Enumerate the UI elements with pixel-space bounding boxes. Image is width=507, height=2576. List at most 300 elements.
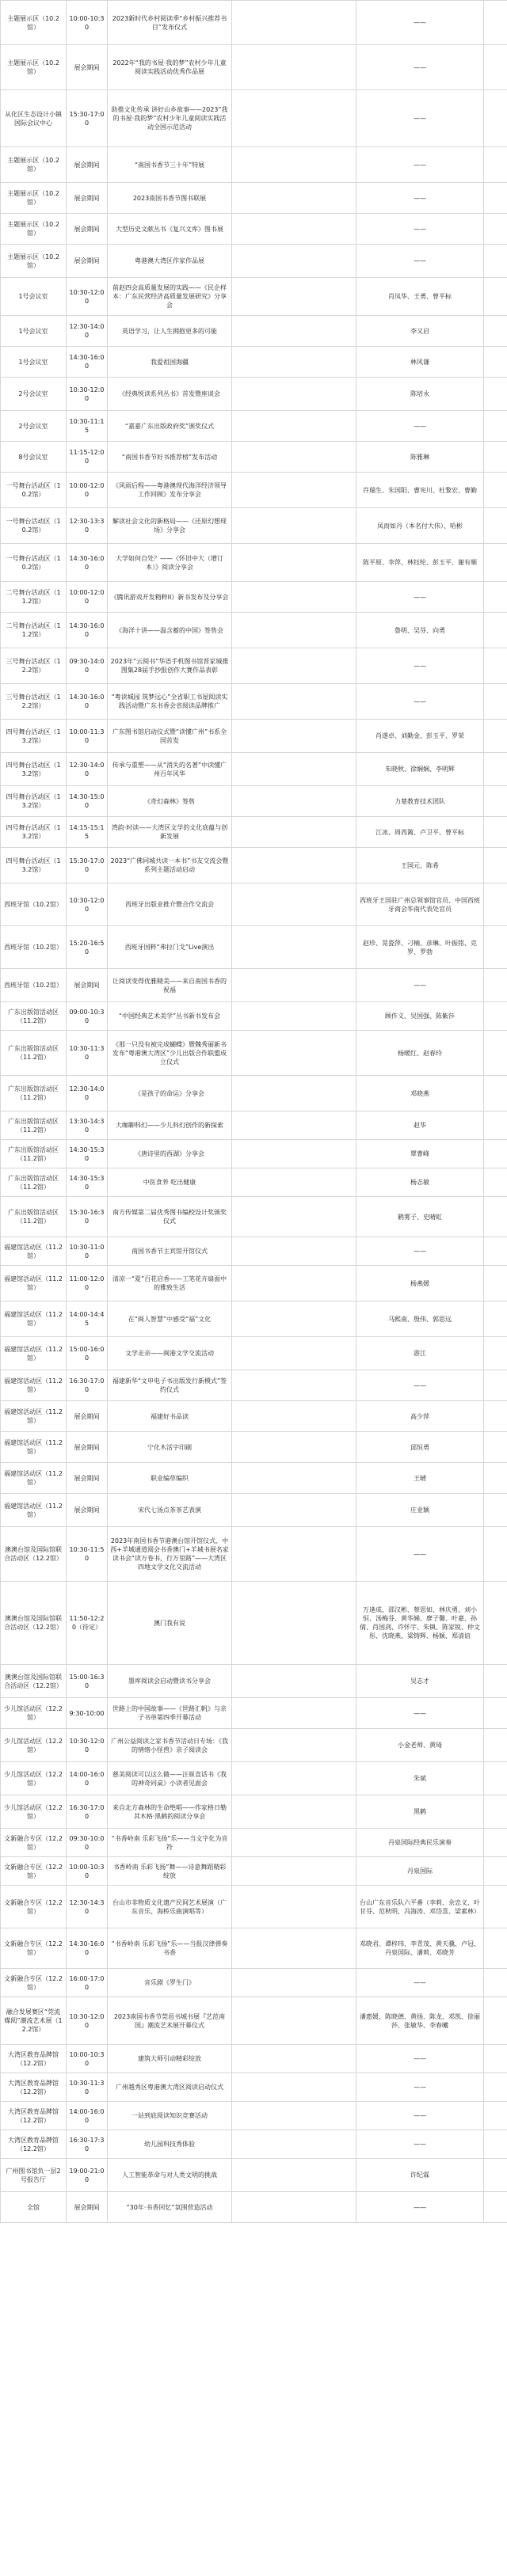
event-cell: 《风雨后程——粤港澳现代海洋经济领导工作回顾》发布分享会 bbox=[108, 473, 232, 507]
table-row bbox=[0, 544, 507, 582]
blank-cell bbox=[232, 1886, 356, 1928]
spacer-cell bbox=[484, 1237, 507, 1265]
table-row bbox=[0, 648, 507, 684]
time-cell: 15:00-16:30 bbox=[67, 1665, 108, 1697]
event-cell: 2023新时代乡村阅读季“乡村振兴推荐书目”发布仪式 bbox=[108, 1, 232, 44]
guests-cell: 许瑞生、朱国阳、曹宪川、杜黎宏、曹勤 bbox=[356, 473, 484, 507]
time-cell: 14:30-16:00 bbox=[67, 684, 108, 719]
spacer-cell bbox=[484, 1002, 507, 1030]
blank-cell bbox=[232, 1301, 356, 1336]
venue-cell: 1号会议室 bbox=[0, 278, 67, 315]
guests-cell: —— bbox=[356, 411, 484, 441]
guests-cell: 西班牙王国驻广州总领事馆官员、中国西班牙商会华南代表处官员 bbox=[356, 883, 484, 925]
venue-cell: 澳澳台馆及国际馆联合活动区（12.2馆） bbox=[0, 1665, 67, 1697]
blank-cell bbox=[232, 473, 356, 507]
venue-cell: 少儿馆活动区（12.2馆） bbox=[0, 1795, 67, 1828]
blank-cell bbox=[232, 1795, 356, 1828]
time-cell: 10:30-12:00 bbox=[67, 1997, 108, 2044]
table-row bbox=[0, 1266, 507, 1301]
guests-cell: 鹤雾子、史晴虹 bbox=[356, 1197, 484, 1237]
guests-cell: 杨燕媛 bbox=[356, 1266, 484, 1301]
spacer-cell bbox=[484, 926, 507, 968]
event-cell: 台山市非物质文化遗产民间艺术展演（广东音乐、海桥乐曲演唱等） bbox=[108, 1886, 232, 1928]
guests-cell: 吴志才 bbox=[356, 1665, 484, 1697]
spacer-cell bbox=[484, 1928, 507, 1968]
venue-cell: 主题展示区（10.2馆） bbox=[0, 45, 67, 89]
table-row bbox=[0, 1002, 507, 1031]
blank-cell bbox=[232, 1401, 356, 1431]
blank-cell bbox=[232, 2073, 356, 2101]
time-cell: 展会期间 bbox=[67, 45, 108, 89]
time-cell: 10:00-10:30 bbox=[67, 1, 108, 44]
venue-cell: 2号会议室 bbox=[0, 411, 67, 441]
spacer-cell bbox=[484, 720, 507, 752]
event-cell: 澳门我有说 bbox=[108, 1582, 232, 1664]
table-row bbox=[0, 1031, 507, 1076]
spacer-cell bbox=[484, 1, 507, 44]
table-row bbox=[0, 1168, 507, 1197]
time-cell: 10:30-11:50 bbox=[67, 1527, 108, 1581]
time-cell: 14:00-16:00 bbox=[67, 1762, 108, 1795]
event-cell: 世路上的中国故事——《世路汇帆》与亲子书单第四季开幕活动 bbox=[108, 1698, 232, 1728]
blank-cell bbox=[232, 1665, 356, 1697]
time-cell: 09:30-10:00 bbox=[67, 1829, 108, 1856]
guests-cell: —— bbox=[356, 2045, 484, 2073]
blank-cell bbox=[232, 969, 356, 1001]
spacer-cell bbox=[484, 1168, 507, 1196]
venue-cell: 文新融合专区（12.2馆） bbox=[0, 1928, 67, 1968]
blank-cell bbox=[232, 1, 356, 44]
table-row bbox=[0, 1370, 507, 1401]
guests-cell: 顾作义、吴国强、陈紫莎 bbox=[356, 1002, 484, 1030]
event-cell: 粤港澳大湾区作家作品展 bbox=[108, 245, 232, 277]
venue-cell: 广东出版馆活动区（11.2馆） bbox=[0, 1168, 67, 1196]
table-row bbox=[0, 1729, 507, 1762]
spacer-cell bbox=[484, 1197, 507, 1237]
venue-cell: 四号舞台活动区（13.2馆） bbox=[0, 753, 67, 785]
spacer-cell bbox=[484, 1582, 507, 1664]
table-row bbox=[0, 1928, 507, 1969]
guests-cell: —— bbox=[356, 45, 484, 89]
table-row bbox=[0, 1886, 507, 1928]
table-row bbox=[0, 278, 507, 316]
spacer-cell bbox=[484, 753, 507, 785]
guests-cell: —— bbox=[356, 1527, 484, 1581]
time-cell: 14:00-14:45 bbox=[67, 1301, 108, 1336]
table-row bbox=[0, 442, 507, 473]
spacer-cell bbox=[484, 1762, 507, 1795]
event-cell: 文学走亲——闽港文学交流活动 bbox=[108, 1337, 232, 1370]
event-cell: “粤读城园 筑梦远心”全省职工书屋阅读实践活动暨广东书香会省阅读品牌推广 bbox=[108, 684, 232, 719]
event-cell: 2023年南国书香节港澳台馆开馆仪式、中西+羊城通道阅会书香澳门+羊城书展名家读书会“读万卷书，行万里路”——大湾区四地文学文化交流活动 bbox=[108, 1527, 232, 1581]
spacer-cell bbox=[484, 378, 507, 410]
event-cell: 人工智能革命与对人类文明的挑战 bbox=[108, 2159, 232, 2191]
event-cell: 助推文化传承 讲好山乡故事——2023“我的书屋·我的梦”农村少年儿童阅读实践活动全国示范活动 bbox=[108, 90, 232, 146]
blank-cell bbox=[232, 378, 356, 410]
table-row bbox=[0, 0, 507, 45]
venue-cell: 西班牙馆（10.2馆） bbox=[0, 883, 67, 925]
table-row bbox=[0, 1829, 507, 1857]
blank-cell bbox=[232, 1857, 356, 1885]
venue-cell: 从化区生态设计小镇国际会议中心 bbox=[0, 90, 67, 146]
guests-cell: 力楚教育技术团队 bbox=[356, 786, 484, 816]
guests-cell: —— bbox=[356, 1237, 484, 1265]
blank-cell bbox=[232, 1266, 356, 1301]
blank-cell bbox=[232, 1076, 356, 1111]
event-cell: “南国书香节三十年”特展 bbox=[108, 147, 232, 182]
spacer-cell bbox=[484, 2102, 507, 2130]
blank-cell bbox=[232, 2102, 356, 2130]
spacer-cell bbox=[484, 2073, 507, 2101]
time-cell: 10:00-10:30 bbox=[67, 1857, 108, 1885]
time-cell: 14:00-16:00 bbox=[67, 2102, 108, 2130]
spacer-cell bbox=[484, 1527, 507, 1581]
blank-cell bbox=[232, 1031, 356, 1075]
event-cell: 解读社会文化的新格局——《还原幻想现场》分享会 bbox=[108, 508, 232, 543]
venue-cell: 大湾区教育品牌馆（12.2馆） bbox=[0, 2073, 67, 2101]
guests-cell: —— bbox=[356, 245, 484, 277]
spacer-cell bbox=[484, 582, 507, 612]
venue-cell: 1号会议室 bbox=[0, 316, 67, 346]
guests-cell: 李又启 bbox=[356, 316, 484, 346]
table-row bbox=[0, 1494, 507, 1527]
blank-cell bbox=[232, 648, 356, 683]
blank-cell bbox=[232, 720, 356, 752]
venue-cell: 大湾区教育品牌馆（12.2馆） bbox=[0, 2045, 67, 2073]
blank-cell bbox=[232, 1237, 356, 1265]
time-cell: 16:30-17:00 bbox=[67, 1370, 108, 1400]
time-cell: 展会期间 bbox=[67, 1432, 108, 1462]
time-cell: 10:00-11:30 bbox=[67, 720, 108, 752]
event-cell: 2023南国书香节莞邑书城书展『艺范南国』潮流艺术展开幕仪式 bbox=[108, 1997, 232, 2044]
time-cell: 10:30-12:00 bbox=[67, 278, 108, 315]
guests-cell: —— bbox=[356, 2102, 484, 2130]
blank-cell bbox=[232, 316, 356, 346]
spacer-cell bbox=[484, 1795, 507, 1828]
spacer-cell bbox=[484, 411, 507, 441]
venue-cell: 三号舞台活动区（12.2馆） bbox=[0, 684, 67, 719]
table-row bbox=[0, 786, 507, 817]
event-cell: 音乐剧《罗生门》 bbox=[108, 1969, 232, 1997]
blank-cell bbox=[232, 684, 356, 719]
time-cell: 12:30-14:00 bbox=[67, 1076, 108, 1111]
blank-cell bbox=[232, 848, 356, 883]
blank-cell bbox=[232, 2159, 356, 2191]
time-cell: 10:30-11:30 bbox=[67, 2073, 108, 2101]
spacer-cell bbox=[484, 613, 507, 648]
table-row bbox=[0, 1197, 507, 1237]
venue-cell: 广东出版馆活动区（11.2馆） bbox=[0, 1031, 67, 1075]
blank-cell bbox=[232, 1168, 356, 1196]
venue-cell: 福建馆活动区（11.2馆） bbox=[0, 1337, 67, 1370]
time-cell: 15:00-16:00 bbox=[67, 1337, 108, 1370]
time-cell: 15:20-16:50 bbox=[67, 926, 108, 968]
table-row bbox=[0, 1527, 507, 1582]
event-cell: “南国书香节好书推荐榜”发布活动 bbox=[108, 442, 232, 472]
table-row bbox=[0, 1795, 507, 1829]
guests-cell: 鲁明、吴芬、向勇 bbox=[356, 613, 484, 648]
spacer-cell bbox=[484, 1698, 507, 1728]
table-row bbox=[0, 411, 507, 442]
event-cell: 在“闽人智慧”中感受“福”文化 bbox=[108, 1301, 232, 1336]
spacer-cell bbox=[484, 473, 507, 507]
time-cell: 展会期间 bbox=[67, 2192, 108, 2222]
table-row bbox=[0, 1665, 507, 1698]
event-cell: 书香岭南 乐彩飞扬”舞——诗意舞蹈精彩绽放 bbox=[108, 1857, 232, 1885]
table-row bbox=[0, 1762, 507, 1795]
guests-cell: 肖遂卓、刘勤金、彭玉平、罗荣 bbox=[356, 720, 484, 752]
table-row bbox=[0, 183, 507, 214]
guests-cell: 丹泉国际经典民乐演奏 bbox=[356, 1829, 484, 1856]
venue-cell: 福建馆活动区（11.2馆） bbox=[0, 1432, 67, 1462]
time-cell: 10:00-10:30 bbox=[67, 2045, 108, 2073]
guests-cell: 高少萍 bbox=[356, 1401, 484, 1431]
spacer-cell bbox=[484, 45, 507, 89]
spacer-cell bbox=[484, 1997, 507, 2044]
event-cell: “书香岭南 乐彩飞扬”乐——当报汉律弹奏书香 bbox=[108, 1928, 232, 1968]
time-cell: 展会期间 bbox=[67, 147, 108, 182]
spacer-cell bbox=[484, 245, 507, 277]
venue-cell: 主题展示区（10.2馆） bbox=[0, 183, 67, 213]
time-cell: 14:30-15:30 bbox=[67, 1168, 108, 1196]
venue-cell: 福建馆活动区（11.2馆） bbox=[0, 1266, 67, 1301]
blank-cell bbox=[232, 817, 356, 847]
time-cell: 13:30-14:30 bbox=[67, 1111, 108, 1139]
guests-cell: 江冰、周西篱、卢卫平、曾平标 bbox=[356, 817, 484, 847]
blank-cell bbox=[232, 442, 356, 472]
table-row bbox=[0, 2045, 507, 2073]
venue-cell: 一号舞台活动区（10.2馆） bbox=[0, 544, 67, 581]
table-row bbox=[0, 1432, 507, 1463]
guests-cell: 覃曹峰 bbox=[356, 1140, 484, 1168]
venue-cell: 全馆 bbox=[0, 2192, 67, 2222]
event-cell: 大型历史文献丛书《复兴文库》图书展 bbox=[108, 214, 232, 244]
blank-cell bbox=[232, 883, 356, 925]
spacer-cell bbox=[484, 1076, 507, 1111]
blank-cell bbox=[232, 147, 356, 182]
spacer-cell bbox=[484, 2130, 507, 2158]
guests-cell: 王国元、陈希 bbox=[356, 848, 484, 883]
time-cell: 展会期间 bbox=[67, 1463, 108, 1493]
time-cell: 11:00-12:00 bbox=[67, 1266, 108, 1301]
guests-cell: 朱斌 bbox=[356, 1762, 484, 1795]
event-cell: 一站到底阅读知识竞赛活动 bbox=[108, 2102, 232, 2130]
spacer-cell bbox=[484, 1494, 507, 1526]
blank-cell bbox=[232, 2045, 356, 2073]
venue-cell: 文新融合专区（12.2馆） bbox=[0, 1886, 67, 1928]
table-row bbox=[0, 2102, 507, 2130]
event-cell: 《腾讯游戏开发精粹II》新书发布及分享会 bbox=[108, 582, 232, 612]
event-cell: 建筑大师引动精彩绽放 bbox=[108, 2045, 232, 2073]
guests-cell: —— bbox=[356, 2192, 484, 2222]
venue-cell: 二号舞台活动区（11.2馆） bbox=[0, 582, 67, 612]
time-cell: 12:30-13:30 bbox=[67, 508, 108, 543]
event-cell: 西班牙出版业推介暨合作交流会 bbox=[108, 883, 232, 925]
event-cell: 传承与重塑——从“消失的名著”中读懂广州百年风华 bbox=[108, 753, 232, 785]
event-cell: 职业编草编织 bbox=[108, 1463, 232, 1493]
table-row bbox=[0, 2159, 507, 2192]
blank-cell bbox=[232, 1494, 356, 1526]
blank-cell bbox=[232, 2130, 356, 2158]
event-cell: 福建好书品读 bbox=[108, 1401, 232, 1431]
guests-cell: 陈培永 bbox=[356, 378, 484, 410]
table-row bbox=[0, 378, 507, 411]
venue-cell: 西班牙馆（10.2馆） bbox=[0, 969, 67, 1001]
venue-cell: 大湾区教育品牌馆（12.2馆） bbox=[0, 2130, 67, 2158]
event-cell: 《唐诗里的西湖》分享会 bbox=[108, 1140, 232, 1168]
table-row bbox=[0, 214, 507, 245]
event-cell: 广州公益阅读之家书香节活动日专场：《我的情绪小怪兽》亲子阅读会 bbox=[108, 1729, 232, 1761]
guests-cell: 邓晓君、谭梓玮、李青茂、黄天骥、卢冠、丹泉国际、潘莉、邓晓芳 bbox=[356, 1928, 484, 1968]
venue-cell: 四号舞台活动区（13.2馆） bbox=[0, 720, 67, 752]
spacer-cell bbox=[484, 969, 507, 1001]
guests-cell: —— bbox=[356, 582, 484, 612]
blank-cell bbox=[232, 1337, 356, 1370]
guests-cell: 赵华 bbox=[356, 1111, 484, 1139]
venue-cell: 二号舞台活动区（11.2馆） bbox=[0, 613, 67, 648]
time-cell: 10:30-12:00 bbox=[67, 378, 108, 410]
event-cell: 广州越秀区粤港澳大湾区阅读启动仪式 bbox=[108, 2073, 232, 2101]
spacer-cell bbox=[484, 1886, 507, 1928]
event-cell: 墨库阅读会启动暨读书分享会 bbox=[108, 1665, 232, 1697]
time-cell: 12:30-14:00 bbox=[67, 316, 108, 346]
spacer-cell bbox=[484, 1829, 507, 1856]
guests-cell: 黑鹤 bbox=[356, 1795, 484, 1828]
venue-cell: 一号舞台活动区（10.2馆） bbox=[0, 508, 67, 543]
guests-cell: 邓晓燕 bbox=[356, 1076, 484, 1111]
spacer-cell bbox=[484, 2159, 507, 2191]
time-cell: 19:00-21:00 bbox=[67, 2159, 108, 2191]
time-cell: 10:00-12:00 bbox=[67, 582, 108, 612]
event-cell: 前赵四会高质量发展的实践——《民企样本：广东民营经济高质量发展研究》分享会 bbox=[108, 278, 232, 315]
time-cell: 14:15-15:15 bbox=[67, 817, 108, 847]
spacer-cell bbox=[484, 1140, 507, 1168]
venue-cell: 少儿馆活动区（12.2馆） bbox=[0, 1762, 67, 1795]
time-cell: 15:30-16:30 bbox=[67, 1197, 108, 1237]
event-cell: 2022年“我的书屋·我的梦”农村少年儿童阅读实践活动优秀作品展 bbox=[108, 45, 232, 89]
table-row bbox=[0, 316, 507, 347]
spacer-cell bbox=[484, 1729, 507, 1761]
spacer-cell bbox=[484, 1857, 507, 1885]
time-cell: 14:30-16:00 bbox=[67, 1928, 108, 1968]
guests-cell: —— bbox=[356, 684, 484, 719]
event-cell: “书香岭南 乐彩飞扬”乐——当文字化为音符 bbox=[108, 1829, 232, 1856]
table-row bbox=[0, 1857, 507, 1886]
time-cell: 14:30-16:00 bbox=[67, 544, 108, 581]
spacer-cell bbox=[484, 848, 507, 883]
blank-cell bbox=[232, 1928, 356, 1968]
blank-cell bbox=[232, 1698, 356, 1728]
time-cell: 10:30-11:30 bbox=[67, 1031, 108, 1075]
time-cell: 12:30-14:00 bbox=[67, 753, 108, 785]
venue-cell: 广东出版馆活动区（11.2馆） bbox=[0, 1002, 67, 1030]
time-cell: 16:00-17:00 bbox=[67, 1969, 108, 1997]
venue-cell: 广东出版馆活动区（11.2馆） bbox=[0, 1076, 67, 1111]
spacer-cell bbox=[484, 1266, 507, 1301]
guests-cell: 丹泉国际 bbox=[356, 1857, 484, 1885]
event-cell: 西班牙国粹“弗拉门戈”Live演出 bbox=[108, 926, 232, 968]
event-cell: 来自北方森林的生命绝唱——作家格日勒其木格·黑鹤的阅读分享会 bbox=[108, 1795, 232, 1828]
table-row bbox=[0, 1301, 507, 1337]
spacer-cell bbox=[484, 90, 507, 146]
venue-cell: 三号舞台活动区（12.2馆） bbox=[0, 648, 67, 683]
blank-cell bbox=[232, 1729, 356, 1761]
event-cell: 《奇幻森林》签售 bbox=[108, 786, 232, 816]
venue-cell: 文新融合专区（12.2馆） bbox=[0, 1969, 67, 1997]
venue-cell: 四号舞台活动区（13.2馆） bbox=[0, 848, 67, 883]
spacer-cell bbox=[484, 1370, 507, 1400]
event-cell: 大咖聊科幻——少儿科幻创作的新探索 bbox=[108, 1111, 232, 1139]
guests-cell: 凤而如丹（本名付大伟）、哈彬 bbox=[356, 508, 484, 543]
guests-cell: 台山广东音乐队六平番（李莉、余忠义、叶甘芬、范秋明、冯海涛、邓岱喜、梁素林） bbox=[356, 1886, 484, 1928]
time-cell: 15:30-17:00 bbox=[67, 848, 108, 883]
guests-cell: 庄业颖 bbox=[356, 1494, 484, 1526]
time-cell: 10:30-11:15 bbox=[67, 411, 108, 441]
blank-cell bbox=[232, 1197, 356, 1237]
time-cell: 10:30-12:00 bbox=[67, 883, 108, 925]
guests-cell: 邱恒勇 bbox=[356, 1432, 484, 1462]
event-cell: 2023“广佛同城共读一本书”书友交流会暨系列主题活动启动 bbox=[108, 848, 232, 883]
blank-cell bbox=[232, 1111, 356, 1139]
time-cell: 09:00-10:30 bbox=[67, 1002, 108, 1030]
venue-cell: 文新融合专区（12.2馆） bbox=[0, 1857, 67, 1885]
table-row bbox=[0, 1582, 507, 1665]
time-cell: 11:50-12:20（待定） bbox=[67, 1582, 108, 1664]
table-row bbox=[0, 1698, 507, 1729]
time-cell: 09:30-14:00 bbox=[67, 648, 108, 683]
blank-cell bbox=[232, 214, 356, 244]
event-cell: 让阅读变得优雅精美——来自南国书香的祝福 bbox=[108, 969, 232, 1001]
spacer-cell bbox=[484, 147, 507, 182]
time-cell: 10:30-11:00 bbox=[67, 1237, 108, 1265]
table-row bbox=[0, 1401, 507, 1432]
guests-cell: 陈平原、李萍、林钰纶、彭玉平、谢有顺 bbox=[356, 544, 484, 581]
blank-cell bbox=[232, 753, 356, 785]
event-cell: 湾韵·时读——大湾区文学的文化底蕴与创新发展 bbox=[108, 817, 232, 847]
guests-cell: 小金老师、黄琦 bbox=[356, 1729, 484, 1761]
guests-cell: 赵珍、晃瓷萍、刁楠、彦琳、叶振铭、克罗、罗勃 bbox=[356, 926, 484, 968]
venue-cell: 广东出版馆活动区（11.2馆） bbox=[0, 1140, 67, 1168]
table-row bbox=[0, 147, 507, 183]
blank-cell bbox=[232, 1370, 356, 1400]
event-cell: 幼儿园科技秀体验 bbox=[108, 2130, 232, 2158]
blank-cell bbox=[232, 1463, 356, 1493]
table-row bbox=[0, 245, 507, 278]
guests-cell: 肖凤华、王勇、曾平标 bbox=[356, 278, 484, 315]
table-row bbox=[0, 684, 507, 720]
time-cell: 14:30-16:00 bbox=[67, 347, 108, 377]
guests-cell: 游江 bbox=[356, 1337, 484, 1370]
table-row bbox=[0, 720, 507, 753]
table-row bbox=[0, 45, 507, 90]
event-cell: 2023南国书香节图书联展 bbox=[108, 183, 232, 213]
event-cell: 南国书香节主宾馆开馆仪式 bbox=[108, 1237, 232, 1265]
spacer-cell bbox=[484, 817, 507, 847]
spacer-cell bbox=[484, 347, 507, 377]
venue-cell: 广州图书馆负一层2号报告厅 bbox=[0, 2159, 67, 2191]
spacer-cell bbox=[484, 883, 507, 925]
table-row bbox=[0, 926, 507, 969]
event-cell: 2023年“云阅书”华语手机图书馆晋家城推图集28届手抄报创作大赛作品表彰 bbox=[108, 648, 232, 683]
guests-cell: 杨志敏 bbox=[356, 1168, 484, 1196]
table-row bbox=[0, 582, 507, 613]
event-cell: 中医食养 吃出健康 bbox=[108, 1168, 232, 1196]
venue-cell: 8号会议室 bbox=[0, 442, 67, 472]
event-cell: 南方传媒第二届优秀图书编校设计奖颁奖仪式 bbox=[108, 1197, 232, 1237]
table-row bbox=[0, 1076, 507, 1111]
venue-cell: 一号舞台活动区（10.2馆） bbox=[0, 473, 67, 507]
blank-cell bbox=[232, 1582, 356, 1664]
